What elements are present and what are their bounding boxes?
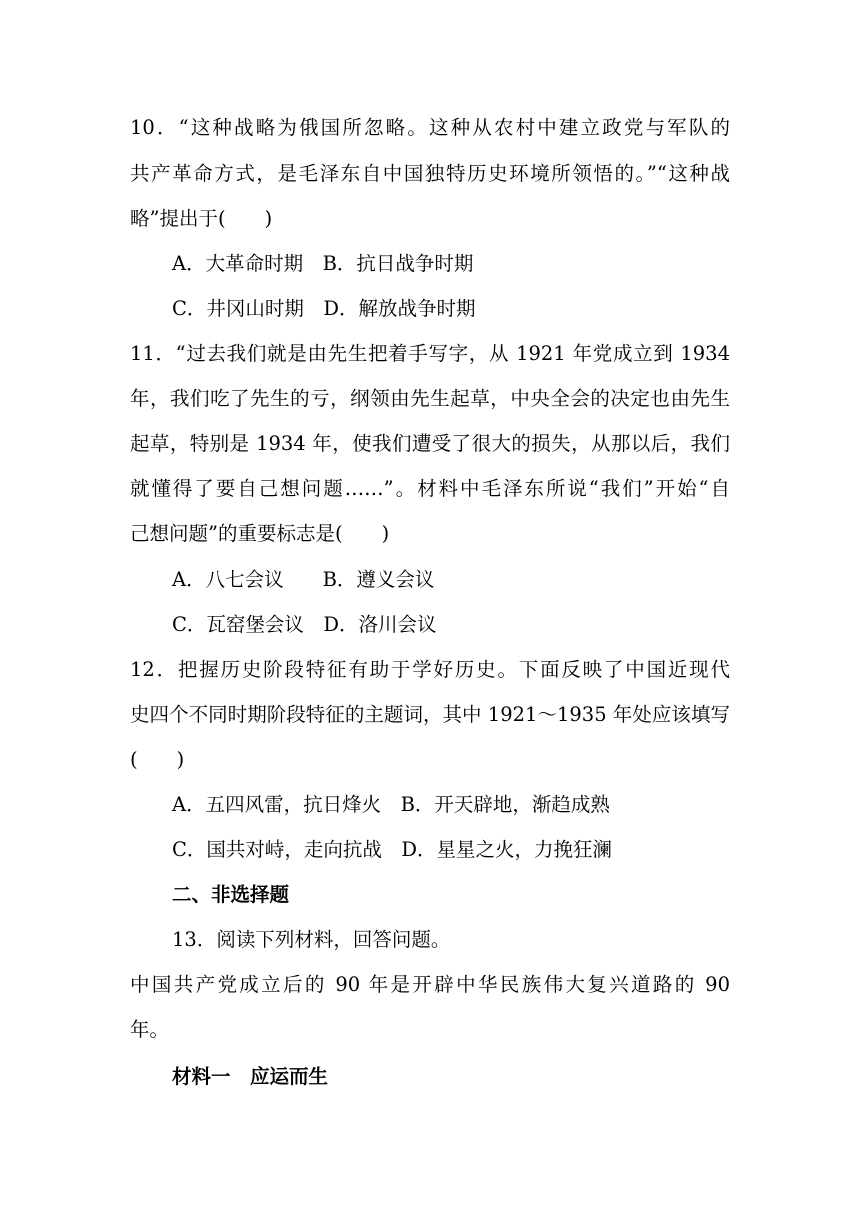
q10-line-1: 10．“这种战略为俄国所忽略。这种从农村中建立政党与军队的 bbox=[130, 116, 730, 139]
q12-option-ab: A．五四风雷，抗日烽火 B．开天辟地，渐趋成熟 bbox=[172, 793, 610, 816]
section-heading: 二、非选择题 bbox=[172, 883, 290, 906]
q11-option-cd: C．瓦窑堡会议 D．洛川会议 bbox=[172, 613, 437, 636]
q13-intro: 13．阅读下列材料，回答问题。 bbox=[172, 928, 451, 951]
q11-line-1: 11．“过去我们就是由先生把着手写字，从 1921 年党成立到 1934 bbox=[130, 342, 730, 365]
q10-line-3: 略”提出于( ) bbox=[130, 207, 273, 230]
material1-heading: 材料一 应运而生 bbox=[172, 1065, 329, 1088]
q10-line-2: 共产革命方式，是毛泽东自中国独特历史环境所领悟的。”“这种战 bbox=[130, 162, 730, 185]
q11-line-3: 起草，特别是 1934 年，使我们遭受了很大的损失，从那以后，我们 bbox=[130, 432, 730, 455]
q13-paragraph-line-2: 年。 bbox=[130, 1018, 170, 1041]
q13-paragraph-line-1: 中国共产党成立后的 90 年是开辟中华民族伟大复兴道路的 90 bbox=[130, 973, 730, 996]
q11-line-4: 就懂得了要自己想问题……”。材料中毛泽东所说“我们”开始“自 bbox=[130, 477, 730, 500]
q11-option-ab: A．八七会议 B．遵义会议 bbox=[172, 568, 435, 591]
q10-option-cd: C．井冈山时期 D．解放战争时期 bbox=[172, 297, 476, 320]
q11-line-2: 年，我们吃了先生的亏，纲领由先生起草，中央全会的决定也由先生 bbox=[130, 387, 730, 410]
q12-line-2: 史四个不同时期阶段特征的主题词，其中 1921～1935 年处应该填写 bbox=[130, 703, 730, 726]
q12-line-1: 12．把握历史阶段特征有助于学好历史。下面反映了中国近现代 bbox=[130, 658, 730, 681]
q12-line-3: ( ) bbox=[130, 748, 185, 771]
q11-line-5: 己想问题”的重要标志是( ) bbox=[130, 522, 390, 545]
q12-option-cd: C．国共对峙，走向抗战 D．星星之火，力挽狂澜 bbox=[172, 838, 613, 861]
q10-option-ab: A．大革命时期 B．抗日战争时期 bbox=[172, 252, 474, 275]
